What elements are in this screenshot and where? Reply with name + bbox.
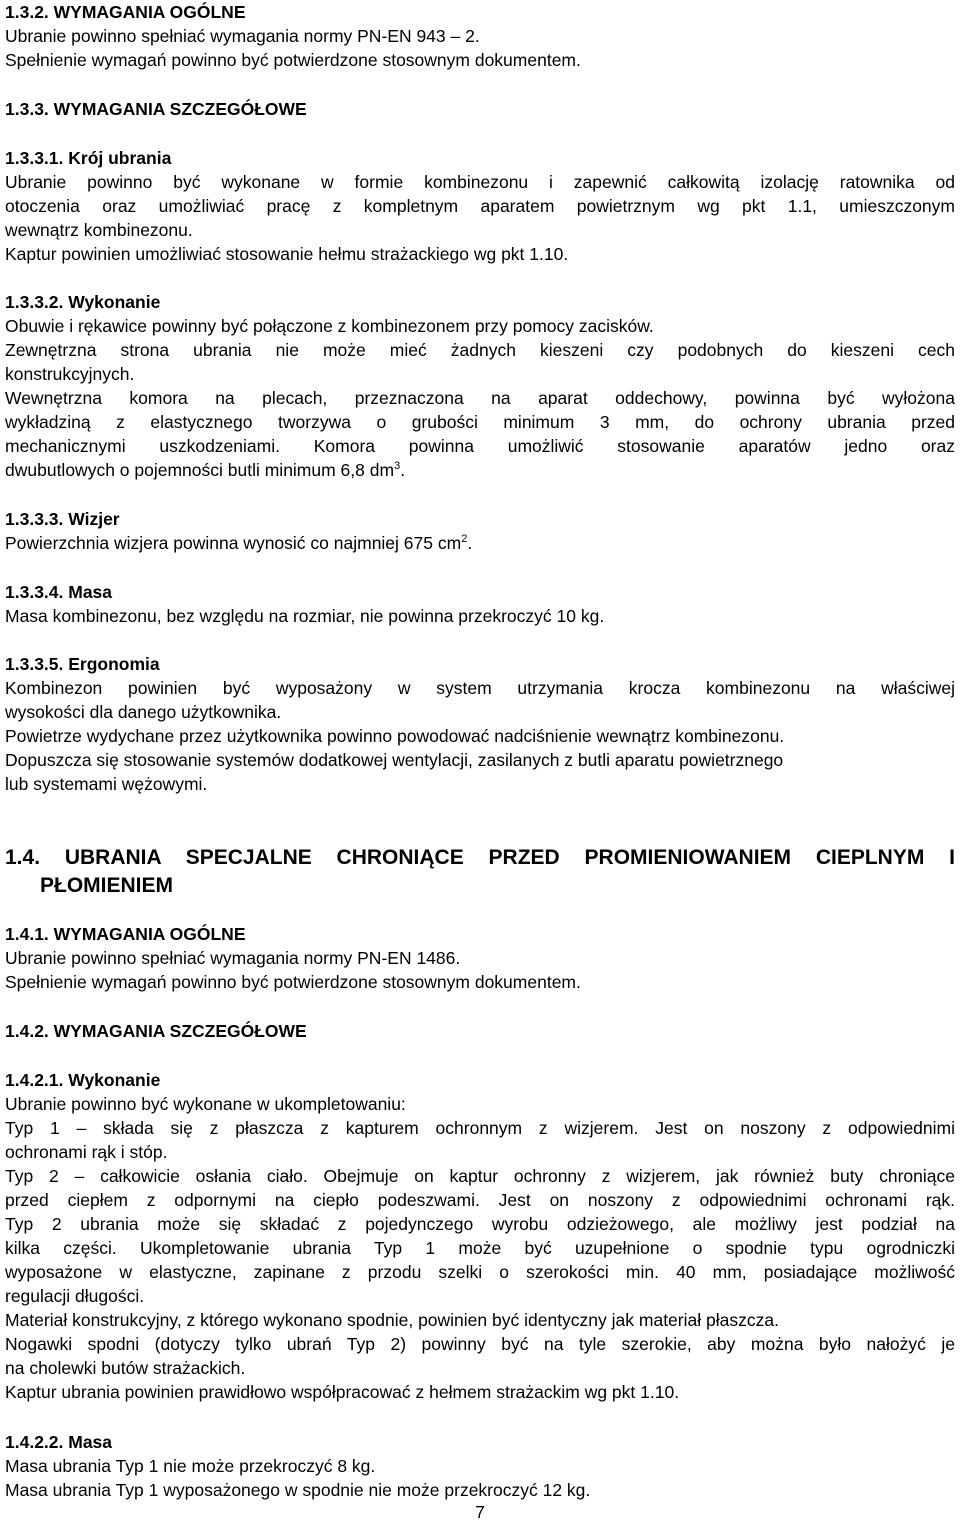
line-text: Obuwie i rękawice powinny być połączone z kombinezonem przy pomocy zacisków. [5,316,654,336]
line-text: Typ 1 – składa się z płaszcza z kapturem ochronnym z wizjerem. Jest on noszony z odpowiednimi [5,1118,955,1138]
section-heading [5,846,955,870]
line-text: wykładziną z elastycznego tworzywa o grubości minimum 3 mm, do ochrony ubrania przed [5,412,955,432]
line-text: 1.4.2.2. Masa [5,1432,113,1452]
text-line [5,362,955,386]
line-text: Materiał konstrukcyjny, z którego wykonano spodnie, powinien być identyczny jak materiał płaszcza. [5,1310,779,1330]
text-line [5,1454,955,1478]
line-text: wysokości dla danego użytkownika. [5,702,282,722]
text-line [5,676,955,700]
line-text: Spełnienie wymagań powinno być potwierdzone stosownym dokumentem. [5,972,581,992]
text-line [5,1140,955,1164]
line-text: 1.4. UBRANIA SPECJALNE CHRONIĄCE PRZED PROMIENIOWANIEM CIEPLNYM I [5,846,955,869]
line-text: regulacji długości. [5,1286,145,1306]
text-line [5,700,955,724]
line-text: 1.4.2. WYMAGANIA SZCZEGÓŁOWE [5,1021,307,1041]
section-heading [5,580,955,604]
text-line [5,1236,955,1260]
section-heading [5,652,955,676]
line-text: 1.4.1. WYMAGANIA OGÓLNE [5,924,246,944]
section-heading [5,146,955,170]
text-line [5,314,955,338]
section-heading [5,97,955,121]
text-line [5,772,955,796]
line-text: 1.3.3.4. Masa [5,582,113,602]
text-line [5,1212,955,1236]
line-text: na cholewki butów strażackich. [5,1358,246,1378]
line-text: 1.3.3. WYMAGANIA SZCZEGÓŁOWE [5,99,307,119]
line-text: otoczenia oraz umożliwiać pracę z kompletnym aparatem powietrznym wg pkt 1.1, umieszczonym [5,196,955,216]
text-line [5,748,955,772]
text-line [5,1260,955,1284]
line-text: Ubranie powinno być wykonane w ukompletowaniu: [5,1094,406,1114]
line-text: Ubranie powinno być wykonane w formie kombinezonu i zapewnić całkowitą izolację ratownika od [5,172,955,192]
line-text: lub systemami wężowymi. [5,774,208,794]
line-text: Wewnętrzna komora na plecach, przeznaczona na aparat oddechowy, powinna być wyłożona [5,388,955,408]
line-text: 1.3.3.2. Wykonanie [5,292,161,312]
section-heading [5,1430,955,1454]
text-line [5,1188,955,1212]
line-text: Nogawki spodni (dotyczy tylko ubrań Typ 2) powinny być na tyle szerokie, aby można było nałożyć je [5,1334,955,1354]
text-line [5,531,955,555]
text-line [5,1284,955,1308]
line-text: konstrukcyjnych. [5,364,135,384]
line-text: kilka części. Ukompletowanie ubrania Typ 1 może być uzupełnione o spodnie typu ogrodniczki [5,1238,955,1258]
text-line [5,1164,955,1188]
line-text: 1.3.2. WYMAGANIA OGÓLNE [5,2,246,22]
line-text: Kaptur ubrania powinien prawidłowo współpracować z hełmem strażackim wg pkt 1.10. [5,1382,680,1402]
line-text: Ubranie powinno spełniać wymagania normy PN-EN 943 – 2. [5,26,480,46]
section-heading [5,874,955,898]
text-line [5,1116,955,1140]
line-suffix: . [467,533,473,553]
line-text: Dopuszcza się stosowanie systemów dodatkowej wentylacji, zasilanych z butli aparatu powietrznego [5,750,784,770]
line-text: Masa kombinezonu, bez względu na rozmiar, nie powinna przekroczyć 10 kg. [5,606,605,626]
text-line [5,1092,955,1116]
line-text: przed ciepłem z odpornymi na ciepło podeszwami. Jest on noszony z odpowiednimi ochronami rąk. [5,1190,955,1210]
line-text: wyposażone w elastyczne, zapinane z przodu szelki o szerokości min. 40 mm, posiadające możliwość [5,1262,955,1282]
text-line [5,1332,955,1356]
line-text: Typ 2 – całkowicie osłania ciało. Obejmuje on kaptur ochronny z wizjerem, jak również buty chroniące [5,1166,955,1186]
section-heading [5,922,955,946]
text-line [5,170,955,194]
line-text: ochronami rąk i stóp. [5,1142,168,1162]
line-text: Masa ubrania Typ 1 wyposażonego w spodnie nie może przekroczyć 12 kg. [5,1480,591,1500]
line-text: Typ 2 ubrania może się składać z pojedynczego wyrobu odzieżowego, ale możliwy jest podział na [5,1214,955,1234]
line-text: wewnątrz kombinezonu. [5,220,193,240]
text-line [5,218,955,242]
text-line [5,410,955,434]
line-text: Masa ubrania Typ 1 nie może przekroczyć 8 kg. [5,1456,376,1476]
line-text: Powietrze wydychane przez użytkownika powinno powodować nadciśnienie wewnątrz kombinezonu. [5,726,785,746]
line-text: Powierzchnia wizjera powinna wynosić co najmniej 675 cm [5,533,462,553]
line-suffix: . [400,460,406,480]
line-text: Zewnętrzna strona ubrania nie może mieć żadnych kieszeni czy podobnych do kieszeni cech [5,340,955,360]
line-text: mechanicznymi uszkodzeniami. Komora powinna umożliwić stosowanie aparatów jedno oraz [5,436,955,456]
text-line [5,1478,955,1502]
line-text: Ubranie powinno spełniać wymagania normy PN-EN 1486. [5,948,461,968]
line-text: Kaptur powinien umożliwiać stosowanie hełmu strażackiego wg pkt 1.10. [5,244,569,264]
text-line [5,724,955,748]
superscript: 3 [394,460,401,473]
text-line [5,24,955,48]
text-line [5,1380,955,1404]
section-heading [5,1019,955,1043]
line-text: 1.4.2.1. Wykonanie [5,1070,161,1090]
section-heading [5,290,955,314]
text-line [5,946,955,970]
text-line [5,604,955,628]
text-line [5,458,955,482]
section-heading [5,1068,955,1092]
text-line [5,434,955,458]
line-text: 1.3.3.1. Krój ubrania [5,148,172,168]
text-line [5,1308,955,1332]
page-number: 7 [475,1502,485,1522]
line-text: PŁOMIENIEM [5,874,174,897]
text-line [5,338,955,362]
text-line [5,1356,955,1380]
text-line [5,242,955,266]
section-heading [5,507,955,531]
text-line [5,194,955,218]
line-text: 1.3.3.3. Wizjer [5,509,120,529]
text-line [5,386,955,410]
line-text: 1.3.3.5. Ergonomia [5,654,160,674]
line-text: Kombinezon powinien być wyposażony w system utrzymania krocza kombinezonu na właściwej [5,678,955,698]
line-text: dwubutlowych o pojemności butli minimum 6,8 dm [5,460,395,480]
superscript: 2 [461,533,468,546]
text-line [5,48,955,72]
section-heading [5,0,955,24]
line-text: Spełnienie wymagań powinno być potwierdzone stosownym dokumentem. [5,50,581,70]
text-line [5,970,955,994]
